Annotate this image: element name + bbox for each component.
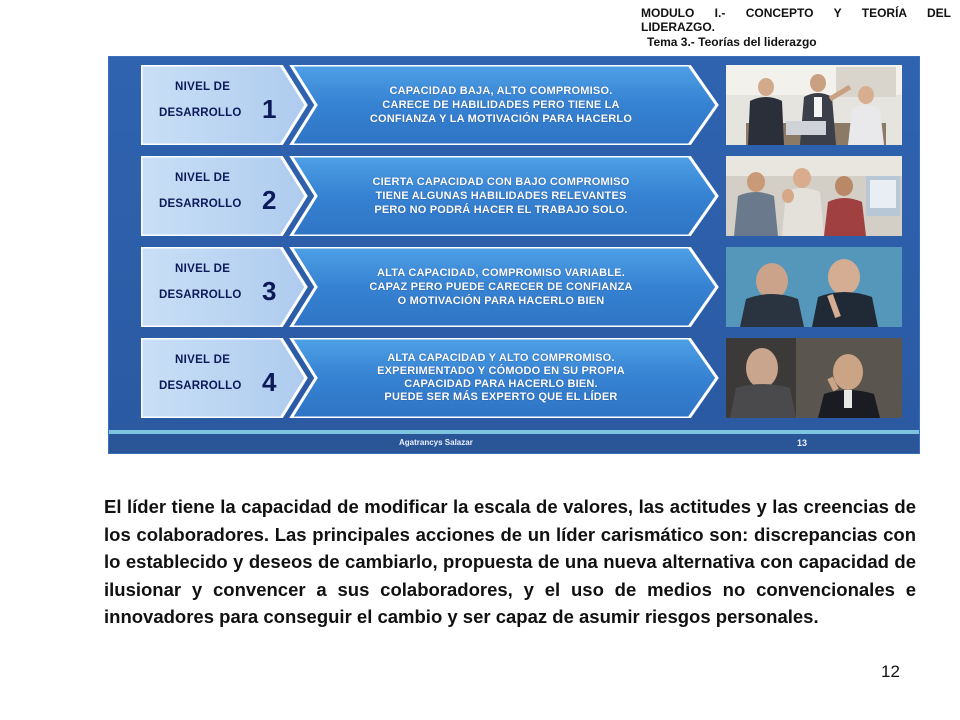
- executives-discussion-photo: [726, 338, 902, 418]
- level-label: NIVEL DE DESARROLLO 1: [159, 81, 277, 124]
- slide-footer: [109, 434, 919, 453]
- development-level-row: [141, 247, 719, 327]
- level-description: CAPACIDAD BAJA, ALTO COMPROMISO. CARECE DE HABILIDADES PERO TIENE LA CONFIANZA Y LA MOTIVACIÓN PARA HACERLO: [369, 85, 633, 125]
- slide-footer-number: 13: [797, 438, 808, 448]
- level-number: 2: [262, 185, 277, 215]
- business-meeting-photo: [726, 65, 902, 145]
- level-description: CIERTA CAPACIDAD CON BAJO COMPROMISO TIENE ALGUNAS HABILIDADES RELEVANTES PERO NO PODRÁ HACER EL TRABAJO SOLO.: [372, 176, 630, 216]
- level-label: NIVEL DE DESARROLLO 4: [159, 354, 277, 397]
- level-label: NIVEL DE DESARROLLO 2: [159, 172, 277, 215]
- development-level-row: [141, 338, 719, 418]
- slide-image: [108, 56, 920, 454]
- page-header: [641, 6, 951, 49]
- page-number: 12: [881, 662, 900, 681]
- thoughtful-men-photo: [726, 247, 902, 327]
- level-number: 1: [262, 94, 277, 124]
- level-description: ALTA CAPACIDAD, COMPROMISO VARIABLE. CAPAZ PERO PUEDE CARECER DE CONFIANZA O MOTIVACIÓN PARA HACERLO BIEN: [369, 267, 633, 307]
- level-label: NIVEL DE DESARROLLO 3: [159, 263, 277, 306]
- header-module-title-cont: LIDERAZGO.: [641, 20, 715, 34]
- header-module-title: MODULO I.- CONCEPTO Y TEORÍA DEL: [641, 6, 951, 20]
- header-topic: Tema 3.- Teorías del liderazgo: [647, 35, 817, 49]
- level-description: ALTA CAPACIDAD Y ALTO COMPROMISO. EXPERIMENTADO Y CÓMODO EN SU PROPIA CAPACIDAD PARA HACERLO BIEN. PUEDE SER MÁS EXPERTO QUE EL LÍDER: [377, 352, 625, 403]
- slide-footer-author: Agatrancys Salazar: [399, 438, 473, 447]
- body-paragraph: El líder tiene la capacidad de modificar la escala de valores, las actitudes y las creencias de los colaboradores. Las principales acciones de un líder carismático son: discrepancias con lo establecido y deseos de cambiarlo, propuesta de una nueva alternativa con capacidad de ilusionar y convencer a sus colaboradores, y el uso de medios no convencionales e innovadores para conseguir el cambio y ser capaz de asumir riesgos personales.: [104, 496, 916, 627]
- office-team-photo: [726, 156, 902, 236]
- development-level-row: [141, 156, 719, 236]
- level-number: 4: [262, 367, 277, 397]
- development-level-row: [141, 65, 719, 145]
- level-number: 3: [262, 276, 277, 306]
